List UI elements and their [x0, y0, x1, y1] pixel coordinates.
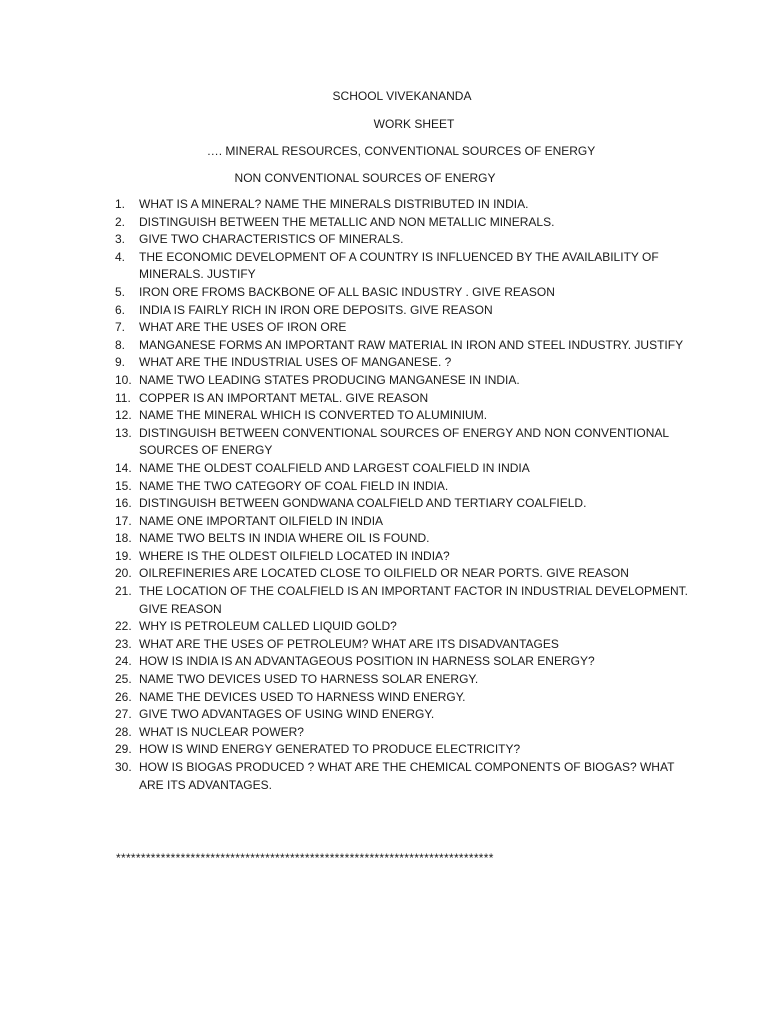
question-text: IRON ORE FROMS BACKBONE OF ALL BASIC INDUSTRY . GIVE REASON	[139, 284, 555, 299]
worksheet-subtitle-nonconventional: NON CONVENTIONAL SOURCES OF ENERGY	[234, 171, 496, 185]
question-number: 22.	[115, 619, 132, 634]
question-text: COPPER IS AN IMPORTANT METAL. GIVE REASON	[139, 390, 429, 405]
question-number: 7.	[115, 320, 126, 335]
question-text: WHAT ARE THE INDUSTRIAL USES OF MANGANESE. ?	[139, 355, 452, 370]
question-number: 5.	[115, 284, 126, 299]
school-name: SCHOOL VIVEKANANDA	[332, 89, 472, 103]
question-text: HOW IS INDIA IS AN ADVANTAGEOUS POSITION IN HARNESS SOLAR ENERGY?	[139, 654, 595, 669]
question-item	[112, 653, 692, 671]
question-item	[112, 583, 692, 618]
question-text: NAME ONE IMPORTANT OILFIELD IN INDIA	[139, 513, 384, 528]
question-number: 20.	[115, 566, 132, 581]
question-text: NAME THE MINERAL WHICH IS CONVERTED TO ALUMINIUM.	[139, 408, 488, 423]
question-text: WHAT ARE THE USES OF IRON ORE	[139, 320, 347, 335]
question-item	[112, 706, 692, 724]
question-text: THE LOCATION OF THE COALFIELD IS AN IMPORTANT FACTOR IN INDUSTRIAL DEVELOPMENT. GIVE REASON	[139, 584, 688, 616]
question-text: DISTINGUISH BETWEEN CONVENTIONAL SOURCES OF ENERGY AND NON CONVENTIONAL SOURCES OF ENERGY	[139, 425, 669, 458]
question-list	[112, 196, 692, 794]
question-item	[112, 530, 692, 548]
question-text: HOW IS BIOGAS PRODUCED ? WHAT ARE THE CHEMICAL COMPONENTS OF BIOGAS? WHAT ARE ITS ADVANTAGES.	[139, 760, 675, 792]
question-text: GIVE TWO ADVANTAGES OF USING WIND ENERGY.	[139, 707, 435, 722]
question-item	[112, 249, 692, 284]
question-item	[112, 478, 692, 496]
question-item	[112, 636, 692, 654]
question-number: 24.	[115, 654, 132, 669]
question-number: 1.	[115, 197, 126, 211]
question-item	[112, 284, 692, 302]
question-item	[112, 337, 692, 355]
question-item	[112, 425, 692, 460]
question-number: 12.	[115, 408, 132, 423]
question-text: OILREFINERIES ARE LOCATED CLOSE TO OILFIELD OR NEAR PORTS. GIVE REASON	[139, 566, 629, 581]
worksheet-title: WORK SHEET	[373, 117, 455, 131]
question-item	[112, 565, 692, 583]
question-number: 30.	[115, 760, 132, 774]
question-item	[112, 618, 692, 636]
question-number: 14.	[115, 460, 132, 475]
question-text: NAME TWO BELTS IN INDIA WHERE OIL IS FOUND.	[139, 531, 430, 546]
question-text: THE ECONOMIC DEVELOPMENT OF A COUNTRY IS INFLUENCED BY THE AVAILABILITY OF MINERALS. JUSTIFY	[139, 249, 659, 282]
worksheet-subtitle-topics: …. MINERAL RESOURCES, CONVENTIONAL SOURCES OF ENERGY	[206, 144, 596, 158]
question-text: NAME THE OLDEST COALFIELD AND LARGEST COALFIELD IN INDIA	[139, 460, 530, 475]
question-item	[112, 759, 692, 794]
question-text: GIVE TWO CHARACTERISTICS OF MINERALS.	[139, 232, 404, 247]
question-item	[112, 231, 692, 249]
question-number: 13.	[115, 425, 132, 440]
question-text: NAME TWO LEADING STATES PRODUCING MANGANESE IN INDIA.	[139, 372, 520, 387]
question-item	[112, 724, 692, 742]
question-text: MANGANESE FORMS AN IMPORTANT RAW MATERIAL IN IRON AND STEEL INDUSTRY. JUSTIFY	[139, 337, 684, 352]
question-item	[112, 372, 692, 390]
question-item	[112, 390, 692, 408]
question-number: 16.	[115, 496, 132, 511]
question-number: 3.	[115, 232, 126, 247]
question-item	[112, 548, 692, 566]
footer-separator: ****************************************************************************	[116, 851, 494, 865]
question-item	[112, 495, 692, 513]
question-number: 21.	[115, 584, 132, 599]
question-number: 25.	[115, 672, 132, 687]
question-number: 23.	[115, 636, 132, 651]
question-item	[112, 689, 692, 707]
question-number: 15.	[115, 478, 132, 493]
question-number: 19.	[115, 548, 132, 563]
question-item	[112, 407, 692, 425]
question-number: 8.	[115, 337, 126, 352]
question-number: 10.	[115, 372, 132, 387]
question-number: 11.	[115, 390, 131, 405]
question-number: 18.	[115, 531, 132, 546]
question-item	[112, 319, 692, 337]
question-number: 2.	[115, 214, 126, 229]
question-item	[112, 671, 692, 689]
question-number: 4.	[115, 249, 126, 264]
question-number: 26.	[115, 689, 132, 704]
question-text: WHY IS PETROLEUM CALLED LIQUID GOLD?	[139, 619, 397, 634]
question-text: HOW IS WIND ENERGY GENERATED TO PRODUCE ELECTRICITY?	[139, 742, 521, 757]
question-text: NAME TWO DEVICES USED TO HARNESS SOLAR ENERGY.	[139, 672, 479, 687]
question-item	[112, 214, 692, 232]
question-text: NAME THE DEVICES USED TO HARNESS WIND ENERGY.	[139, 689, 466, 704]
question-number: 17.	[115, 513, 132, 528]
question-text: WHAT IS NUCLEAR POWER?	[139, 724, 304, 739]
question-text: WHAT ARE THE USES OF PETROLEUM? WHAT ARE ITS DISADVANTAGES	[139, 636, 559, 651]
question-item	[112, 196, 692, 214]
question-text: WHERE IS THE OLDEST OILFIELD LOCATED IN INDIA?	[139, 548, 450, 563]
question-number: 27.	[115, 707, 132, 722]
question-text: DISTINGUISH BETWEEN GONDWANA COALFIELD AND TERTIARY COALFIELD.	[139, 496, 587, 511]
question-text: DISTINGUISH BETWEEN THE METALLIC AND NON METALLIC MINERALS.	[139, 214, 555, 229]
question-item	[112, 513, 692, 531]
question-item	[112, 460, 692, 478]
question-item	[112, 741, 692, 759]
question-number: 9.	[115, 355, 126, 370]
question-text: WHAT IS A MINERAL? NAME THE MINERALS DISTRIBUTED IN INDIA.	[139, 197, 529, 211]
question-text: INDIA IS FAIRLY RICH IN IRON ORE DEPOSITS. GIVE REASON	[139, 302, 493, 317]
question-item	[112, 354, 692, 372]
question-number: 6.	[115, 302, 126, 317]
question-text: NAME THE TWO CATEGORY OF COAL FIELD IN INDIA.	[139, 478, 449, 493]
question-number: 29.	[115, 742, 132, 757]
question-item	[112, 302, 692, 320]
question-number: 28.	[115, 724, 132, 739]
